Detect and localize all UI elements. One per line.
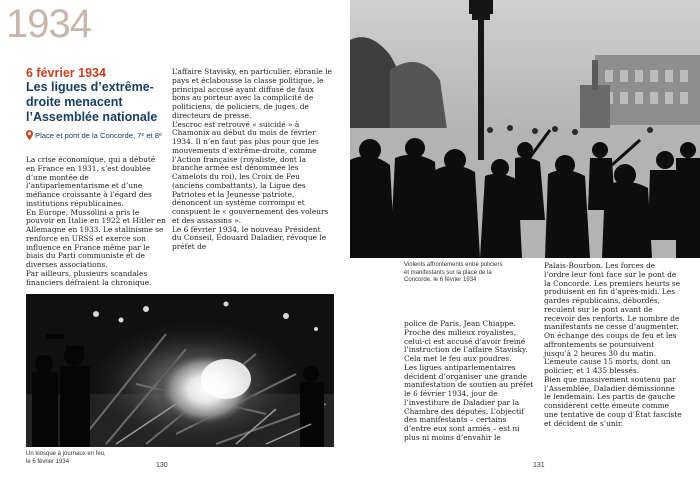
- article-headline: Les ligues d’extrême-droite menacent l’Assemblée nationale: [26, 80, 158, 124]
- caption-clashes: Violents affrontements entre policiers et manifestants sur la place de la Concorde, le 6 février 1934: [404, 262, 503, 283]
- text-column-3: police de Paris, Jean Chiappe. Proche des milieux royalistes, celui-ci est accusé d’avoir freiné l’instruction de l’affaire Stavisky. Cela met le feu aux poudres. Les ligues antiparlementaires décident d’organiser une grande manifestation de soutien au préfet le 6 février 1934, jour de l’investiture de Daladier par la Chambre des députés. L’objectif des manifestants – certains d’entre eux sont armés – est ni plus ni moins d’envahir le: [404, 319, 534, 442]
- photo-burning-kiosk: [26, 294, 334, 447]
- location-text: Place et pont de la Concorde, 7ᵉ et 8ᵉ: [35, 131, 162, 140]
- chapter-year: 1934: [6, 2, 91, 46]
- caption-kiosk: Un kiosque à journaux en feu, le 6 février 1934: [26, 451, 106, 465]
- text-column-2: L’affaire Stavisky, en particulier, ébranle le pays et éclabousse la classe politique, le principal accusé ayant diffusé de faux bons au porteur avec la complicité de politiciens, de policiers, de juges, de directeurs de presse. L’escroc est retrouvé « suicidé » à Chamonix au début du mois de février 1934. Il n’en faut pas plus pour que les mouvements d’extrême-droite, comme l’Action française (royaliste, dont la branche armée est dénommée les Camelots du roi), les Croix de Feu (anciens combattants), la Ligue des Patriotes et la Jeunesse patriote, dénoncent un système corrompu et conspuent le « gouvernement des voleurs et des assassins ». Le 6 février 1934, le nouveau Président du Conseil, Édouard Daladier, révoque le préfet de: [172, 67, 332, 251]
- photo-concorde-clashes: [350, 0, 700, 258]
- article-date: 6 février 1934: [26, 66, 106, 80]
- article-location: [26, 130, 166, 141]
- page-number-right: 131: [533, 462, 545, 469]
- text-column-1: La crise économique, qui a débuté en France en 1931, s’est doublée d’une montée de l’antiparlementarisme et d’une méfiance croissante à l’égard des institutions républicaines. En Europe, Mussolini a pris le pouvoir en Italie en 1922 et Hitler en Allemagne en 1933. Le stalinisme se renforce en URSS et exerce son influence en France même par le biais du Parti communiste et de diverses associations. Par ailleurs, plusieurs scandales financiers défraient la chronique.: [26, 155, 166, 287]
- page-number-left: 130: [156, 462, 168, 469]
- location-pin-icon: [26, 130, 33, 140]
- text-column-4: Palais-Bourbon. Les forces de l’ordre leur font face sur le pont de la Concorde. Les premiers heurts se produisent en fin d’après-midi. Les gardes républicains, débordés, reculent sur le pont avant de recevoir des renforts. Le nombre de manifestants ne cesse d’augmenter. On échange des coups de feu et les affrontements se poursuivent jusqu’à 2 heures 30 du matin. L’émeute cause 15 morts, dont un policier, et 1 435 blessés. Bien que massivement soutenu par l’Assemblée, Daladier démissionne le lendemain. Les partis de gauche considèrent cette émeute comme une tentative de coup d’État fasciste et décident de s’unir.: [544, 261, 682, 428]
